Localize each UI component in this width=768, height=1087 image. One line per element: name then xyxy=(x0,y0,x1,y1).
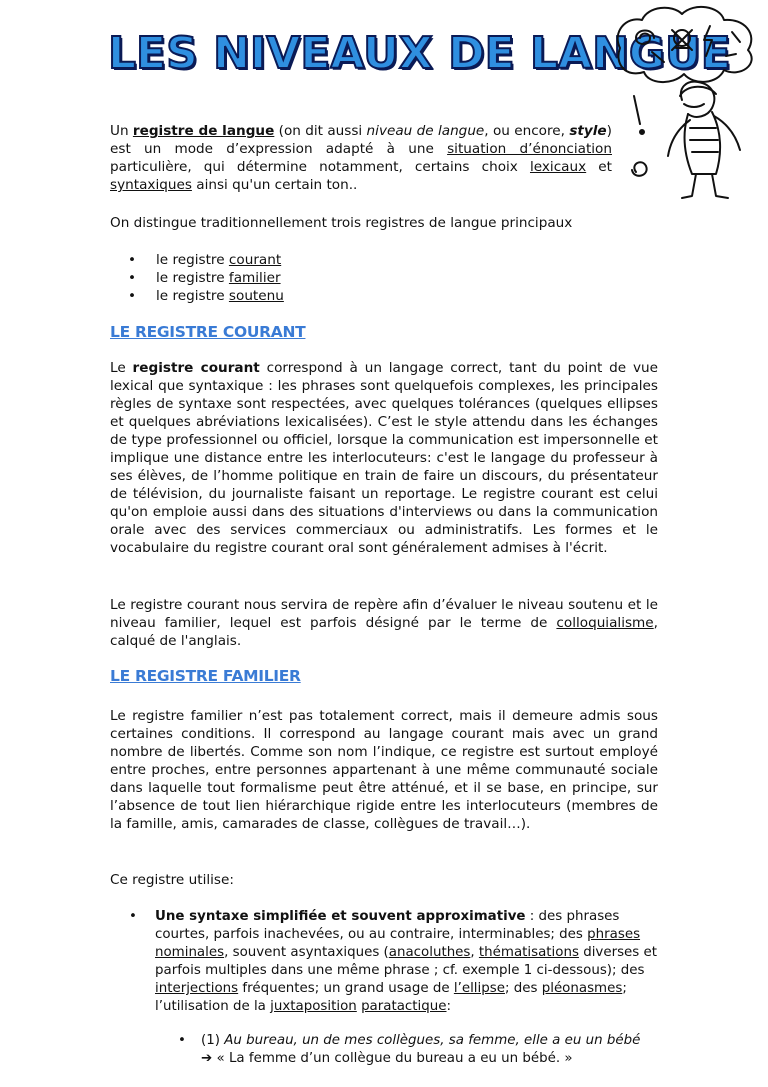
example-number: (1) xyxy=(201,1033,225,1048)
list-item-text: le registre xyxy=(156,270,229,286)
link-anacoluthes[interactable]: anacoluthes xyxy=(388,945,471,960)
list-item: • le registre soutenu xyxy=(128,288,284,304)
link-thematisations[interactable]: thématisations xyxy=(478,945,579,960)
link-juxtaposition[interactable]: juxtaposition xyxy=(270,999,357,1014)
link-phrases-nominales[interactable]: phrases nominales xyxy=(155,927,641,960)
courant-text: Le xyxy=(110,360,133,376)
usage-text: diverses et parfois multiples dans une même phrase ; cf. exemple 1 ci-dessous); des xyxy=(155,945,658,978)
example-text xyxy=(201,1032,660,1068)
heading-registre-courant: LE REGISTRE COURANT xyxy=(110,323,306,341)
courant-text: Le registre courant nous servira de repère afin d’évaluer le niveau soutenu et le niveau familier, lequel est parfois désigné par le terme de xyxy=(110,597,658,631)
heading-registre-familier: LE REGISTRE FAMILIER xyxy=(110,667,301,685)
intro-distinction: On distingue traditionnellement trois registres de langue principaux xyxy=(110,215,573,231)
arrow-icon: ➔ xyxy=(201,1051,213,1066)
usage-item-text xyxy=(155,908,658,1016)
list-item: • le registre familier xyxy=(128,270,281,286)
link-pleonasmes[interactable]: pléonasmes xyxy=(541,981,623,996)
link-situation-enonciation[interactable]: situation d’énonciation xyxy=(447,141,612,157)
link-paratactique[interactable]: paratactique xyxy=(361,999,447,1014)
intro-paragraph xyxy=(110,122,612,194)
angry-man-illustration xyxy=(612,4,764,200)
list-item: • le registre courant xyxy=(128,252,282,268)
intro-text: particulière, qui détermine notamment, certains choix xyxy=(110,159,530,175)
list-item-text: le registre xyxy=(156,288,229,304)
page-title: LES NIVEAUX DE LANGUE xyxy=(108,28,731,79)
list-item-text: le registre xyxy=(156,252,229,268)
usage-text: ; des xyxy=(504,981,542,996)
link-courant[interactable]: courant xyxy=(228,252,282,268)
intro-text: ainsi qu'un certain ton.. xyxy=(191,177,358,193)
intro-text: Un xyxy=(110,123,133,139)
link-registre-de-langue[interactable]: registre de langue xyxy=(132,123,275,139)
registers-list xyxy=(110,251,658,305)
example-item: • (1) Au bureau, un de mes collègues, sa femme, elle a eu un bébé ➔ « La femme d’un collègue du bureau a eu un bébé. » xyxy=(178,1032,660,1068)
intro-text: ) est un mode d’expression adapté à une xyxy=(110,123,612,157)
example-italic: Au bureau, un de mes collègues, sa femme, elle a eu un bébé xyxy=(224,1033,641,1048)
usage-text: , souvent asyntaxiques ( xyxy=(224,945,389,960)
usage-text: ; l’utilisation de la xyxy=(155,981,627,1014)
familier-paragraph-2: Ce registre utilise: xyxy=(110,872,234,888)
example-result: « La femme d’un collègue du bureau a eu un bébé. » xyxy=(212,1051,573,1066)
intro-text: et xyxy=(586,159,612,175)
link-syntaxiques[interactable]: syntaxiques xyxy=(110,177,192,193)
link-colloquialisme[interactable]: colloquialisme xyxy=(556,615,654,631)
link-soutenu[interactable]: soutenu xyxy=(228,288,284,304)
registers-list-wrapper xyxy=(110,251,658,305)
intro-text: (on dit aussi xyxy=(274,123,367,139)
courant-bold: registre courant xyxy=(132,360,260,376)
usage-text: : des phrases courtes, parfois inachevées, ou au contraire, interminables; des xyxy=(155,909,620,942)
courant-paragraph-1 xyxy=(110,359,658,557)
intro-text: , ou encore, xyxy=(484,123,570,139)
link-ellipse[interactable]: l’ellipse xyxy=(453,981,505,996)
familier-paragraph-1: Le registre familier n’est pas totalement correct, mais il demeure admis sous certaines conditions. Il correspond au langage courant mais avec un grand nombre de libertés. Comme son nom l’indique, ce registre est surtout employé entre proches, entre personnes appartenant à une même communauté sociale dans laquelle tout formalisme peut être atténué, et il se base, en principe, sur l’absence de tout lien hiérarchique rigide entre les interlocuteurs (membres de la famille, amis, camarades de classe, collègues de travail…). xyxy=(110,708,658,832)
intro-italic: niveau de langue xyxy=(366,123,485,139)
intro-italic: style xyxy=(569,123,607,139)
courant-text: , calqué de l'anglais. xyxy=(110,615,658,649)
link-lexicaux[interactable]: lexicaux xyxy=(529,159,587,175)
courant-paragraph-2 xyxy=(110,596,658,650)
familier-usage-item: • Une syntaxe simplifiée et souvent approximative : des phrases courtes, parfois inachevées, ou au contraire, interminables; des phrases nominales, souvent asyntaxiques (anacoluthes, thématisations diverses et parfois multiples dans une même phrase ; cf. exemple 1 ci-dessous); des interjections fréquentes; un grand usage de l’ellipse; des pléonasmes; l’utilisation de la juxtaposition paratactique: xyxy=(129,909,658,1014)
usage-text: fréquentes; un grand usage de xyxy=(238,981,454,996)
link-interjections[interactable]: interjections xyxy=(155,981,239,996)
courant-text: correspond à un langage correct, tant du point de vue lexical que syntaxique : les phrases sont quelquefois complexes, les principales règles de syntaxe sont respectées, avec quelques tolérances (quelques ellipses et quelques abréviations lexicalisées). C’est le style attendu dans les échanges de type professionnel ou officiel, lorsque la communication est impersonnelle et implique une distance entre les interlocuteurs: c'est le langage du professeur à ses élèves, de l’homme politique en train de faire un discours, du présentateur de télévision, du journaliste faisant un reportage. Le registre courant est celui qu'on emploie aussi dans des situations d'interviews ou dans la communication orale avec des services commerciaux ou administratifs. Les formes et le vocabulaire du registre courant oral sont généralement admises à l'écrit. xyxy=(110,360,658,556)
usage-text: , xyxy=(470,945,479,960)
link-familier[interactable]: familier xyxy=(228,270,281,286)
usage-text: : xyxy=(446,999,452,1014)
usage-bold: Une syntaxe simplifiée et souvent approximative xyxy=(155,909,526,924)
